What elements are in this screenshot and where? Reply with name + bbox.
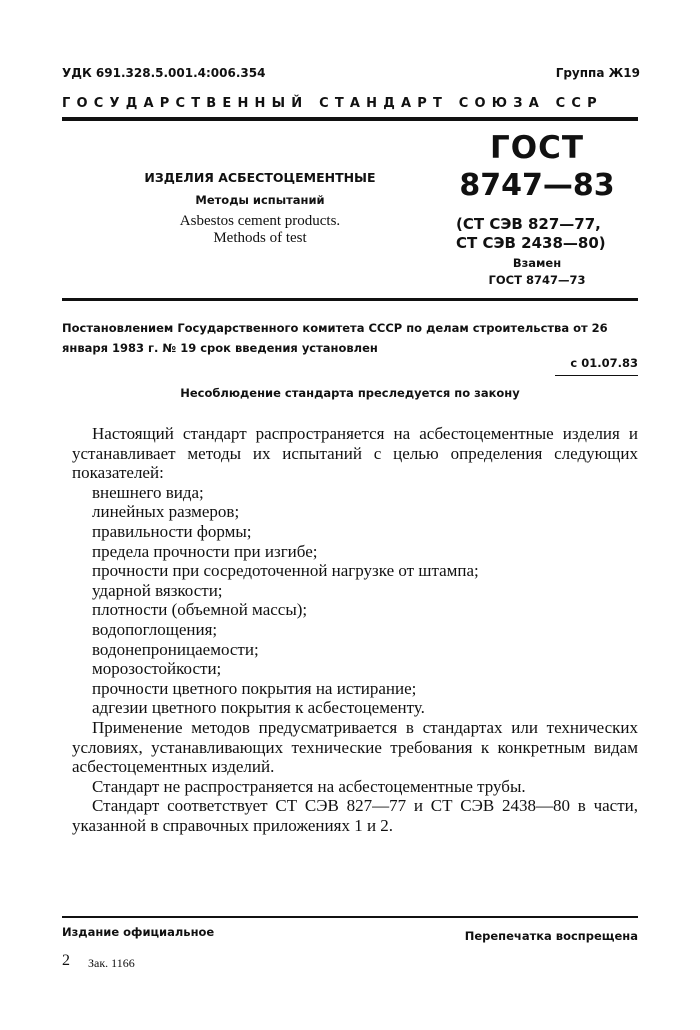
list-item: плотности (объемной массы); — [92, 600, 308, 620]
body-text — [72, 424, 638, 835]
gost-number: 8747—83 — [459, 168, 615, 203]
replaces-label: Взамен — [512, 256, 562, 270]
list-item: линейных размеров; — [92, 502, 240, 522]
list-item: прочности цветного покрытия на истирание; — [92, 678, 417, 698]
decree-text: Постановлением Государственного комитета СССР по делам строительства от 26 января 1983 г. № 19 срок введения установлен — [62, 321, 608, 355]
application-paragraph: Применение методов предусматривается в стандартах или технических условиях, устанавливающих технические требования к конкретным видам асбестоцементных изделий. — [72, 717, 638, 777]
replaces-standard: ГОСТ 8747—73 — [488, 273, 586, 287]
order-number: Зак. 1166 — [88, 956, 135, 970]
title-english — [100, 213, 420, 247]
list-item: прочности при сосредоточенной нагрузке от штампа; — [92, 561, 479, 581]
state-standard-banner: ГОСУДАРСТВЕННЫЙ СТАНДАРТ СОЮЗА ССР — [62, 96, 603, 111]
reprint-prohibited: Перепечатка воспрещена — [464, 929, 638, 943]
list-item: внешнего вида; — [92, 482, 204, 502]
list-item: правильности формы; — [92, 521, 252, 541]
list-item: водопоглощения; — [92, 619, 218, 639]
official-edition: Издание официальное — [62, 925, 215, 939]
list-item: морозостойкости; — [92, 659, 222, 679]
st-sev-line-1: (СТ СЭВ 827—77, — [456, 215, 601, 233]
header-rule — [62, 117, 638, 121]
pipes-paragraph: Стандарт не распространяется на асбестоцементные трубы. — [92, 776, 526, 796]
title-block — [100, 170, 420, 247]
replaces-block — [452, 255, 622, 289]
st-sev-references — [456, 215, 606, 253]
list-item: водонепроницаемости; — [92, 639, 259, 659]
footer-rule — [62, 916, 638, 918]
gost-designation — [452, 130, 622, 206]
list-item: предела прочности при изгибе; — [92, 541, 318, 561]
indicator-list — [72, 483, 638, 718]
law-notice: Несоблюдение стандарта преследуется по закону — [180, 386, 520, 400]
intro-paragraph: Настоящий стандарт распространяется на асбестоцементные изделия и устанавливает методы их испытаний с целью определения следующих показателей: — [72, 424, 638, 483]
list-item: ударной вязкости; — [92, 580, 223, 600]
date-underline — [555, 375, 638, 376]
title-english-line-2: Methods of test — [213, 230, 307, 246]
group-code: Группа Ж19 — [555, 66, 640, 80]
title-divider — [62, 298, 638, 301]
page-number: 2 — [62, 952, 70, 969]
list-item: адгезии цветного покрытия к асбестоцементу. — [92, 698, 425, 718]
st-sev-line-2: СТ СЭВ 2438—80) — [456, 234, 606, 252]
udk-code: УДК 691.328.5.001.4:006.354 — [62, 66, 266, 80]
title-english-line-1: Asbestos cement products. — [179, 213, 341, 229]
subtitle-russian: Методы испытаний — [195, 193, 325, 207]
gost-word: ГОСТ — [489, 130, 584, 166]
introduction-date: с 01.07.83 — [570, 356, 638, 370]
compliance-paragraph: Стандарт соответствует СТ СЭВ 827—77 и СТ СЭВ 2438—80 в части, указанной в справочных приложениях 1 и 2. — [72, 796, 638, 835]
title-russian: ИЗДЕЛИЯ АСБЕСТОЦЕМЕНТНЫЕ — [144, 170, 376, 185]
